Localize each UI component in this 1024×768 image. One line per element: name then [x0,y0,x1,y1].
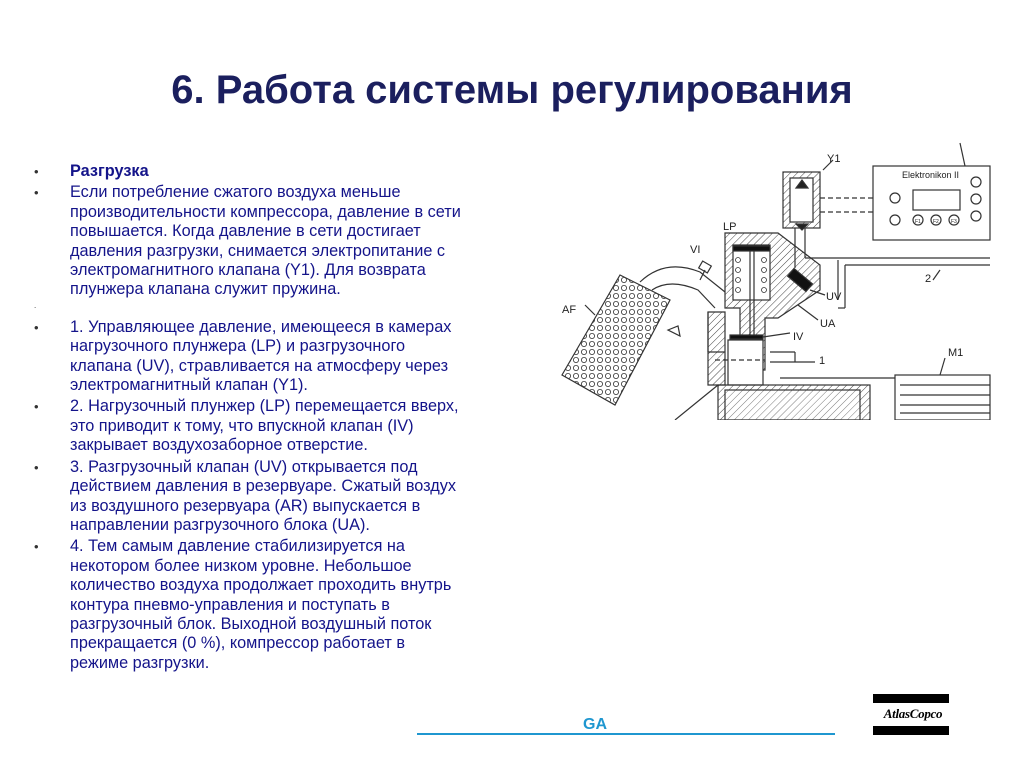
bullet-line: электромагнитный клапан (Y1). [70,376,308,395]
bullet-line: режиме разгрузки. [70,653,210,672]
bullet-line: повышается. Когда давление в сети достигает [70,222,421,241]
bullet-line: 3. Разгрузочный клапан (UV) открывается под [70,457,418,476]
label-controller: Elektronikon II [902,170,960,180]
label-af: AF [562,304,577,316]
label-f2: F2 [933,219,939,225]
label-vi: VI [690,244,701,256]
bullet-dot: • [34,319,39,335]
bullet-line: 4. Тем самым давление стабилизируется на [70,537,405,556]
bullet-line: 2. Нагрузочный плунжер (LP) перемещается вверх, [70,397,459,416]
bullet-line: из воздушного резервуара (AR) выпускается в [70,496,421,515]
bullet-line: количество воздуха продолжает проходить внутрь [70,576,452,595]
label-f1: F1 [915,219,921,225]
bullet-line: нагрузочного плунжера (LP) и разгрузочного [70,337,406,356]
bullet-line: прекращается (0 %), компрессор работает в [70,634,406,653]
footer-label: GA [583,716,607,733]
label-m1: M1 [948,347,964,359]
label-ua: UA [820,318,836,330]
slide-title: 6. Работа системы регулирования [171,68,853,112]
bullet-dot: • [34,164,39,179]
inlet-valve-iv [730,335,763,339]
label-uv: UV [826,291,842,303]
bullet-item [34,537,554,673]
atlas-copco-logo [873,694,963,738]
label-f3: F3 [951,219,957,225]
bullet-dot: • [34,459,39,475]
bullet-heading: Разгрузка [70,162,149,180]
bullet-dot: . [34,300,37,310]
bullet-line: 1. Управляющее давление, имеющееся в камерах [70,317,452,336]
regulation-system-diagram [540,140,1020,420]
bullet-item [34,318,554,396]
label-line-2: 2 [925,273,932,285]
bullet-line: закрывает воздухозаборное отверстие. [70,436,368,455]
bullet-line: электромагнитного клапана (Y1). Для возврата [70,261,426,280]
bullet-line: это приводит к тому, что впускной клапан (IV) [70,416,414,435]
bullet-line: разгрузочный блок. Выходной воздушный поток [70,614,432,633]
bullet-line: плунжера клапана служит пружина. [70,280,341,299]
logo-bar-bottom [873,726,949,735]
bullet-spacer [34,302,554,316]
bullet-list [34,162,554,675]
bullet-line: Если потребление сжатого воздуха меньше [70,183,401,202]
bullet-dot: • [34,399,39,415]
label-line-1: 1 [819,355,826,367]
bullet-item [34,397,554,455]
bullet-line: клапана (UV), стравливается на атмосферу через [70,356,449,375]
bullet-item [34,162,554,181]
bullet-item [34,183,554,299]
air-filter-af [562,275,670,405]
bullet-dot: • [34,185,39,201]
bullet-line: действием давления в резервуаре. Сжатый воздух [70,477,457,496]
label-lp: LP [723,221,737,233]
bullet-line: производительности компрессора, давление в сети [70,202,461,221]
controller-display [913,190,960,210]
bullet-line: давления разгрузки, снимается электропитание с [70,241,446,260]
bullet-line: некотором более низком уровне. Небольшое [70,556,412,575]
footer-divider [417,733,835,735]
label-y1: Y1 [827,153,841,165]
bullet-item [34,458,554,536]
bullet-dot: • [34,539,39,555]
logo-text: AtlasCopco [883,706,943,721]
bullet-line: направлении разгрузочного блока (UA). [70,515,370,534]
logo-bar-top [873,694,949,703]
label-iv: IV [793,331,804,343]
bullet-line: контура пневмо-управления и поступать в [70,595,390,614]
